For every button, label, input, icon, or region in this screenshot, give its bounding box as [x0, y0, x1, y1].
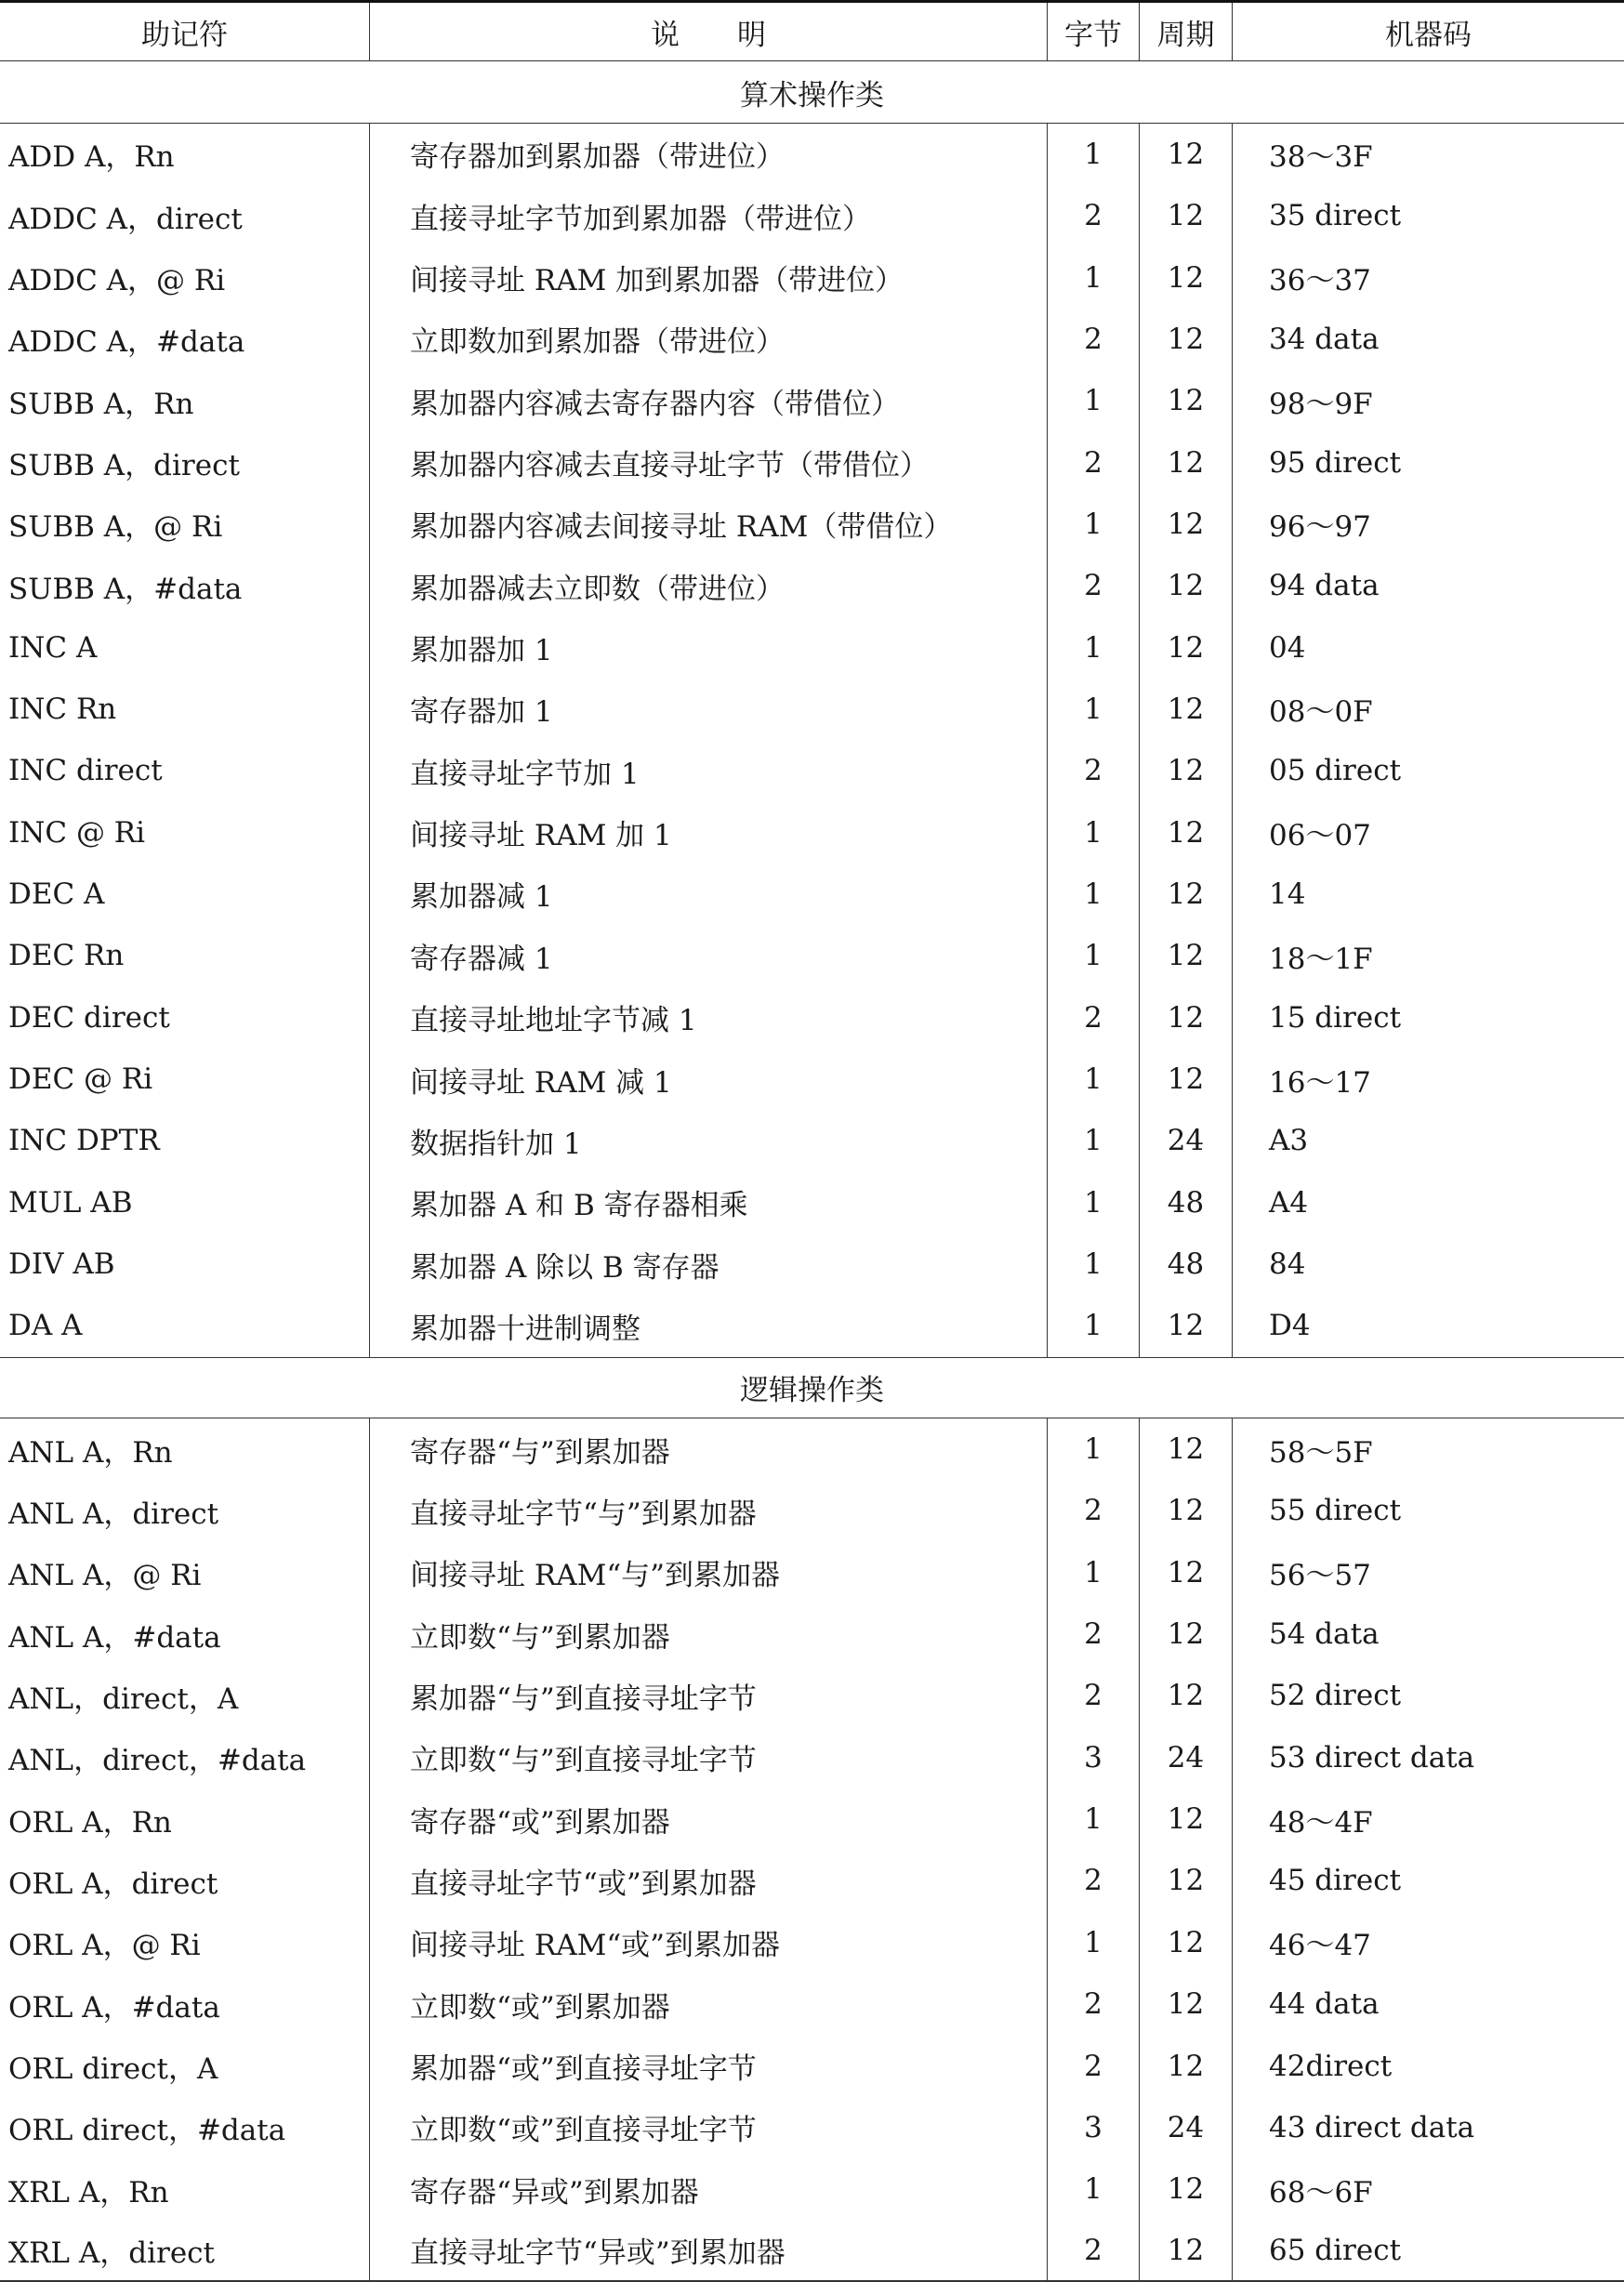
mnemonic-cell: ORL direct，#data [0, 2097, 370, 2158]
cycles-cell: 12 [1140, 1788, 1233, 1850]
table-row [0, 555, 1624, 616]
description-cell: 立即数“与”到直接寻址字节 [370, 1727, 1048, 1788]
cycles-cell: 12 [1140, 124, 1233, 185]
description-cell: 数据指针加 1 [370, 1110, 1048, 1171]
table-row [0, 1295, 1624, 1356]
bytes-cell: 1 [1048, 246, 1140, 308]
opcode-cell: D4 [1269, 1309, 1311, 1343]
opcode-cell: A3 [1269, 1124, 1309, 1158]
mnemonic-cell: ORL A，Rn [0, 1788, 370, 1850]
opcode-cell: 98～9F [1269, 387, 1373, 421]
description-cell: 寄存器加到累加器（带进位） [370, 124, 1048, 185]
cycles-cell: 12 [1140, 679, 1233, 740]
mnemonic-cell: XRL A，direct [0, 2220, 370, 2279]
table-row [0, 124, 1624, 185]
table-row [0, 1603, 1624, 1665]
opcode-cell: 94 data [1269, 569, 1380, 603]
bytes-cell: 2 [1048, 1665, 1140, 1726]
description-cell: 直接寻址字节加 1 [370, 740, 1048, 801]
opcode-cell: 04 [1269, 630, 1306, 665]
description-cell: 直接寻址地址字节减 1 [370, 987, 1048, 1049]
opcode-cell: 84 [1269, 1247, 1306, 1282]
table-row [0, 370, 1624, 431]
bytes-cell: 1 [1048, 679, 1140, 740]
description-cell: 立即数“或”到累加器 [370, 1973, 1048, 2035]
opcode-cell: 68～6F [1269, 2175, 1373, 2209]
opcode-cell: 18～1F [1269, 942, 1373, 976]
cycles-cell: 12 [1140, 987, 1233, 1049]
mnemonic-cell: SUBB A，direct [0, 431, 370, 493]
opcode-cell: 16～17 [1269, 1065, 1371, 1100]
cycles-cell: 12 [1140, 740, 1233, 801]
table-row [0, 1850, 1624, 1911]
cycles-cell: 12 [1140, 1542, 1233, 1603]
table-row [0, 1912, 1624, 1973]
section-title-logic: 逻辑操作类 [0, 1357, 1624, 1418]
table-row [0, 1233, 1624, 1295]
table-row [0, 431, 1624, 493]
description-cell: 间接寻址 RAM 减 1 [370, 1049, 1048, 1110]
cycles-cell: 12 [1140, 616, 1233, 678]
mnemonic-cell: ANL A，Rn [0, 1418, 370, 1480]
cycles-cell: 12 [1140, 1603, 1233, 1665]
table-row [0, 987, 1624, 1049]
cycles-cell: 12 [1140, 431, 1233, 493]
opcode-cell: 65 direct [1269, 2233, 1402, 2267]
opcode-cell: 38～3F [1269, 140, 1373, 175]
description-cell: 寄存器“或”到累加器 [370, 1788, 1048, 1850]
table-row [0, 2158, 1624, 2220]
bytes-cell: 1 [1048, 801, 1140, 863]
opcode-cell: 14 [1269, 877, 1306, 911]
opcode-cell: 35 direct [1269, 199, 1402, 233]
mnemonic-cell: XRL A，Rn [0, 2158, 370, 2220]
header-bytes: 字节 [1048, 3, 1140, 60]
description-cell: 立即数“与”到累加器 [370, 1603, 1048, 1665]
mnemonic-cell: DEC Rn [0, 925, 370, 986]
opcode-cell: 46～47 [1269, 1929, 1371, 1963]
cycles-cell: 12 [1140, 555, 1233, 616]
cycles-cell: 48 [1140, 1233, 1233, 1295]
description-cell: 累加器 A 除以 B 寄存器 [370, 1233, 1048, 1295]
header-mnemonic: 助记符 [0, 3, 370, 60]
description-cell: 寄存器“异或”到累加器 [370, 2158, 1048, 2220]
table-row [0, 1049, 1624, 1110]
table-row [0, 1788, 1624, 1850]
cycles-cell: 12 [1140, 2158, 1233, 2220]
mnemonic-cell: SUBB A，Rn [0, 370, 370, 431]
description-cell: 立即数加到累加器（带进位） [370, 309, 1048, 370]
cycles-cell: 24 [1140, 1110, 1233, 1171]
opcode-cell: 55 direct [1269, 1494, 1402, 1528]
description-cell: 累加器 A 和 B 寄存器相乘 [370, 1172, 1048, 1233]
bytes-cell: 2 [1048, 431, 1140, 493]
description-cell: 累加器内容减去直接寻址字节（带借位） [370, 431, 1048, 493]
header-opcode: 机器码 [1385, 18, 1472, 52]
table-row [0, 616, 1624, 678]
cycles-cell: 12 [1140, 801, 1233, 863]
description-cell: 寄存器减 1 [370, 925, 1048, 986]
opcode-cell: 06～07 [1269, 819, 1371, 853]
cycles-cell: 12 [1140, 370, 1233, 431]
cycles-cell: 48 [1140, 1172, 1233, 1233]
table-row [0, 679, 1624, 740]
cycles-cell: 12 [1140, 309, 1233, 370]
opcode-cell: 54 data [1269, 1617, 1380, 1652]
cycles-cell: 12 [1140, 1665, 1233, 1726]
bytes-cell: 3 [1048, 1727, 1140, 1788]
table-row [0, 2097, 1624, 2158]
mnemonic-cell: ANL A，direct [0, 1480, 370, 1541]
cycles-cell: 12 [1140, 494, 1233, 555]
description-cell: 累加器十进制调整 [370, 1295, 1048, 1356]
description-cell: 寄存器加 1 [370, 679, 1048, 740]
opcode-cell: 56～57 [1269, 1559, 1371, 1593]
bytes-cell: 1 [1048, 124, 1140, 185]
description-cell: 直接寻址字节“与”到累加器 [370, 1480, 1048, 1541]
description-cell: 立即数“或”到直接寻址字节 [370, 2097, 1048, 2158]
description-cell: 间接寻址 RAM“与”到累加器 [370, 1542, 1048, 1603]
mnemonic-cell: INC direct [0, 740, 370, 801]
description-cell: 累加器“与”到直接寻址字节 [370, 1665, 1048, 1726]
bytes-cell: 1 [1048, 616, 1140, 678]
cycles-cell: 12 [1140, 2220, 1233, 2279]
bytes-cell: 2 [1048, 740, 1140, 801]
mnemonic-cell: DIV AB [0, 1233, 370, 1295]
opcode-cell: 05 direct [1269, 754, 1402, 788]
opcode-cell: 44 data [1269, 1987, 1380, 2022]
table-row [0, 1172, 1624, 1233]
table-row [0, 494, 1624, 555]
mnemonic-cell: DEC A [0, 864, 370, 925]
mnemonic-cell: INC @ Ri [0, 801, 370, 863]
bytes-cell: 1 [1048, 864, 1140, 925]
mnemonic-cell: DEC direct [0, 987, 370, 1049]
table-row [0, 1665, 1624, 1726]
header-cycles: 周期 [1140, 3, 1233, 60]
table-row [0, 309, 1624, 370]
bytes-cell: 1 [1048, 370, 1140, 431]
table-row [0, 1418, 1624, 1480]
mnemonic-cell: INC A [0, 616, 370, 678]
table-row [0, 1480, 1624, 1541]
cycles-cell: 12 [1140, 1480, 1233, 1541]
bytes-cell: 2 [1048, 309, 1140, 370]
opcode-cell: 42direct [1269, 2049, 1393, 2083]
opcode-cell: 58～5F [1269, 1435, 1373, 1470]
table-row [0, 1110, 1624, 1171]
mnemonic-cell: ADDC A，#data [0, 309, 370, 370]
mnemonic-cell: ADDC A，@ Ri [0, 246, 370, 308]
opcode-cell: 96～97 [1269, 510, 1371, 545]
mnemonic-cell: ORL direct，A [0, 2035, 370, 2096]
bytes-cell: 1 [1048, 1233, 1140, 1295]
bytes-cell: 2 [1048, 2220, 1140, 2279]
description-cell: 累加器减去立即数（带进位） [370, 555, 1048, 616]
table-row [0, 925, 1624, 986]
bytes-cell: 1 [1048, 925, 1140, 986]
opcode-cell: 43 direct data [1269, 2110, 1475, 2144]
header-description: 说 明 [370, 3, 1048, 60]
table-row [0, 2035, 1624, 2096]
mnemonic-cell: ORL A，@ Ri [0, 1912, 370, 1973]
description-cell: 寄存器“与”到累加器 [370, 1418, 1048, 1480]
opcode-cell: 08～0F [1269, 695, 1373, 730]
bytes-cell: 1 [1048, 1912, 1140, 1973]
table-header-row [0, 0, 1624, 61]
description-cell: 间接寻址 RAM“或”到累加器 [370, 1912, 1048, 1973]
opcode-cell: 15 direct [1269, 1000, 1402, 1035]
table-row [0, 1727, 1624, 1788]
mnemonic-cell: DEC @ Ri [0, 1049, 370, 1110]
cycles-cell: 12 [1140, 2035, 1233, 2096]
table-row [0, 2220, 1624, 2281]
cycles-cell: 12 [1140, 925, 1233, 986]
table-row [0, 801, 1624, 863]
opcode-cell: A4 [1269, 1185, 1309, 1220]
mnemonic-cell: ORL A，direct [0, 1850, 370, 1911]
mnemonic-cell: SUBB A，@ Ri [0, 494, 370, 555]
bytes-cell: 1 [1048, 1295, 1140, 1356]
mnemonic-cell: ANL，direct，#data [0, 1727, 370, 1788]
bytes-cell: 1 [1048, 1049, 1140, 1110]
table-row [0, 246, 1624, 308]
bytes-cell: 2 [1048, 987, 1140, 1049]
table-row [0, 864, 1624, 925]
mnemonic-cell: INC DPTR [0, 1110, 370, 1171]
mnemonic-cell: ANL A，@ Ri [0, 1542, 370, 1603]
opcode-cell: 95 direct [1269, 445, 1402, 480]
description-cell: 累加器减 1 [370, 864, 1048, 925]
opcode-cell: 48～4F [1269, 1805, 1373, 1840]
bytes-cell: 2 [1048, 1850, 1140, 1911]
opcode-cell: 52 direct [1269, 1679, 1402, 1713]
bytes-cell: 2 [1048, 1480, 1140, 1541]
mnemonic-cell: SUBB A，#data [0, 555, 370, 616]
opcode-cell: 53 direct data [1269, 1740, 1475, 1774]
bytes-cell: 1 [1048, 494, 1140, 555]
cycles-cell: 12 [1140, 1973, 1233, 2035]
description-cell: 累加器内容减去寄存器内容（带借位） [370, 370, 1048, 431]
opcode-cell: 36～37 [1269, 264, 1371, 298]
bytes-cell: 2 [1048, 2035, 1140, 2096]
bytes-cell: 1 [1048, 1542, 1140, 1603]
description-cell: 直接寻址字节“异或”到累加器 [370, 2220, 1048, 2279]
bytes-cell: 2 [1048, 185, 1140, 246]
description-cell: 直接寻址字节“或”到累加器 [370, 1850, 1048, 1911]
cycles-cell: 12 [1140, 864, 1233, 925]
mnemonic-cell: ADDC A，direct [0, 185, 370, 246]
bytes-cell: 1 [1048, 1110, 1140, 1171]
mnemonic-cell: ANL，direct，A [0, 1665, 370, 1726]
bytes-cell: 1 [1048, 1172, 1140, 1233]
description-cell: 间接寻址 RAM 加到累加器（带进位） [370, 246, 1048, 308]
bytes-cell: 2 [1048, 1973, 1140, 2035]
cycles-cell: 12 [1140, 1295, 1233, 1356]
cycles-cell: 12 [1140, 185, 1233, 246]
bytes-cell: 2 [1048, 555, 1140, 616]
bytes-cell: 2 [1048, 1603, 1140, 1665]
cycles-cell: 12 [1140, 246, 1233, 308]
mnemonic-cell: INC Rn [0, 679, 370, 740]
mnemonic-cell: ADD A，Rn [0, 124, 370, 185]
mnemonic-cell: MUL AB [0, 1172, 370, 1233]
opcode-cell: 45 direct [1269, 1864, 1402, 1898]
bytes-cell: 1 [1048, 1418, 1140, 1480]
bytes-cell: 1 [1048, 1788, 1140, 1850]
table-row [0, 1542, 1624, 1603]
bytes-cell: 1 [1048, 2158, 1140, 2220]
bytes-cell: 3 [1048, 2097, 1140, 2158]
cycles-cell: 12 [1140, 1049, 1233, 1110]
description-cell: 直接寻址字节加到累加器（带进位） [370, 185, 1048, 246]
cycles-cell: 12 [1140, 1850, 1233, 1911]
cycles-cell: 24 [1140, 1727, 1233, 1788]
opcode-cell: 34 data [1269, 322, 1380, 356]
cycles-cell: 24 [1140, 2097, 1233, 2158]
description-cell: 累加器内容减去间接寻址 RAM（带借位） [370, 494, 1048, 555]
table-row [0, 185, 1624, 246]
cycles-cell: 12 [1140, 1418, 1233, 1480]
table-row [0, 1973, 1624, 2035]
description-cell: 累加器“或”到直接寻址字节 [370, 2035, 1048, 2096]
mnemonic-cell: DA A [0, 1295, 370, 1356]
description-cell: 累加器加 1 [370, 616, 1048, 678]
cycles-cell: 12 [1140, 1912, 1233, 1973]
description-cell: 间接寻址 RAM 加 1 [370, 801, 1048, 863]
table-row [0, 740, 1624, 801]
mnemonic-cell: ANL A，#data [0, 1603, 370, 1665]
section-title-arithmetic: 算术操作类 [0, 61, 1624, 123]
mnemonic-cell: ORL A，#data [0, 1973, 370, 2035]
